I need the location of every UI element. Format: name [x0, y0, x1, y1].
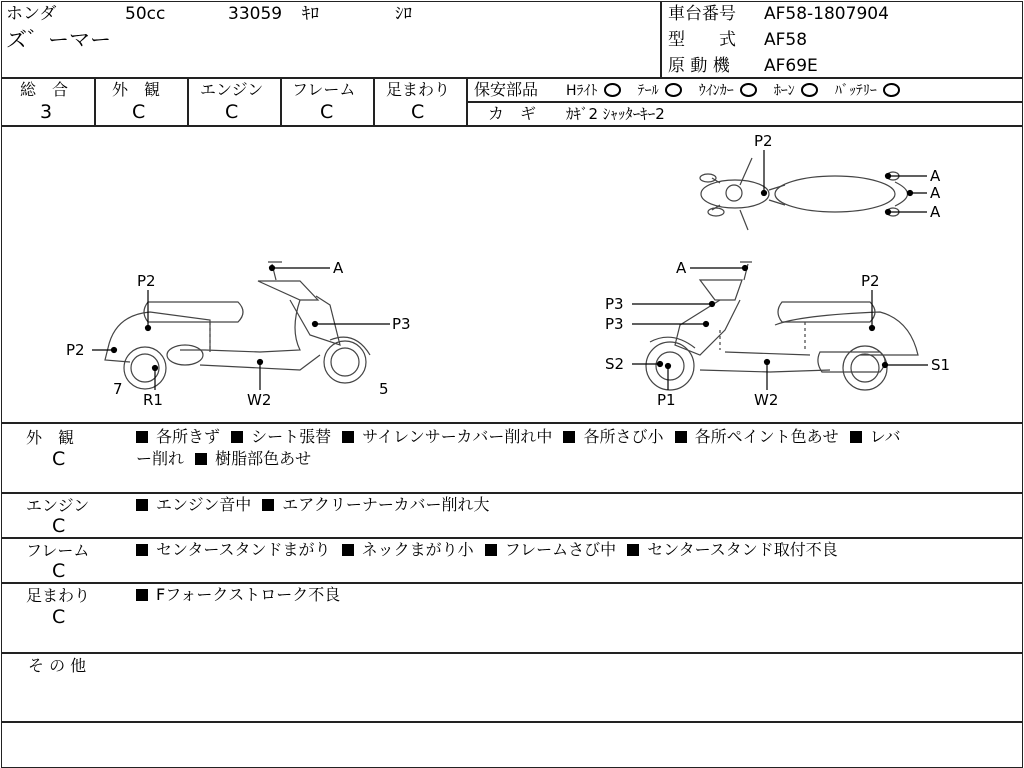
bullet-icon [342, 431, 354, 443]
label-left-a: A [333, 259, 344, 277]
displacement: 50cc [125, 4, 166, 24]
note-grade-frame: C [52, 560, 66, 582]
grade-value-suspension: C [411, 101, 425, 123]
safety-item-headlight: Hﾗｲﾄ [566, 82, 621, 100]
model-name: ズ゛ーマー [6, 28, 111, 52]
note-category-exterior: 外 観 [26, 428, 75, 447]
note-items-exterior [136, 426, 901, 448]
note-item: Fフォークストローク不良 [156, 585, 341, 604]
divider [466, 77, 468, 126]
grade-value-engine: C [225, 101, 239, 123]
bullet-icon [850, 431, 862, 443]
label-left-p3: P3 [392, 315, 411, 333]
label-left-5: 5 [379, 380, 389, 398]
type-label: 型 式 [668, 30, 736, 50]
grade-label-suspension: 足まわり [386, 80, 451, 99]
bullet-icon [262, 499, 274, 511]
label-right-p2: P2 [861, 272, 880, 290]
label-right-p1: P1 [657, 391, 676, 409]
note-items-frame [136, 539, 838, 561]
note-item: レバ [869, 427, 901, 446]
label-right-w2: W2 [754, 391, 779, 409]
frame-no-label: 車台番号 [668, 4, 736, 24]
note-item: センタースタンドまがり [156, 540, 331, 559]
color: ｼﾛ [395, 4, 412, 24]
note-item: フレームさび中 [504, 540, 617, 559]
divider [1, 721, 1022, 723]
bullet-icon [563, 431, 575, 443]
note-grade-exterior: C [52, 448, 66, 470]
label-right-s1: S1 [931, 356, 951, 374]
note-item: サイレンサーカバー削れ中 [362, 427, 553, 446]
note-item: エアクリーナーカバー削れ大 [282, 495, 490, 514]
grade-value-exterior: C [132, 101, 146, 123]
bullet-icon [485, 544, 497, 556]
grade-label-overall: 総 合 [20, 80, 69, 99]
bullet-icon [231, 431, 243, 443]
grade-value-frame: C [320, 101, 334, 123]
divider [373, 77, 375, 126]
bullet-icon [136, 589, 148, 601]
safety-item-taillight: ﾃｰﾙ [638, 82, 682, 100]
bullet-icon [627, 544, 639, 556]
bullet-icon [136, 544, 148, 556]
note-item: 各所きず [156, 427, 221, 446]
ok-circle-icon [604, 83, 621, 97]
label-left-7: 7 [113, 380, 123, 398]
note-category-suspension: 足まわり [26, 586, 91, 605]
divider [1, 422, 1022, 424]
label-right-p3-lower: P3 [605, 315, 624, 333]
grade-label-engine: エンジン [200, 80, 264, 99]
type-value: AF58 [764, 30, 808, 50]
note-item: シート張替 [251, 427, 332, 446]
ok-circle-icon [801, 83, 818, 97]
maker: ホンダ [6, 4, 57, 24]
mileage-unit: ｷﾛ [302, 4, 319, 24]
scooter-top-view [700, 158, 908, 230]
bullet-icon [136, 499, 148, 511]
safety-items [566, 81, 912, 100]
label-left-p2-rear: P2 [66, 341, 85, 359]
divider [280, 77, 282, 126]
bullet-icon [342, 544, 354, 556]
note-item: エンジン音中 [156, 495, 252, 514]
divider [187, 77, 189, 126]
ok-circle-icon [740, 83, 757, 97]
note-category-other: そ の 他 [28, 656, 87, 675]
label-top-p2: P2 [754, 132, 773, 150]
note-grade-engine: C [52, 515, 66, 537]
mileage: 33059 [228, 4, 283, 24]
key-label: カ ギ [488, 104, 537, 123]
scooter-diagram [0, 126, 1022, 422]
note-items-exterior-cont [136, 448, 311, 470]
ok-circle-icon [883, 83, 900, 97]
safety-item-horn: ﾎｰﾝ [774, 82, 818, 100]
divider [94, 77, 96, 126]
bullet-icon [136, 431, 148, 443]
divider [1, 77, 1022, 79]
note-item: 樹脂部色あせ [215, 449, 312, 468]
key-value: ｶｷﾞ2 ｼｬｯﾀｰｷｰ2 [566, 105, 665, 123]
note-items-engine [136, 494, 490, 516]
label-top-a2: A [930, 184, 941, 202]
label-top-a3: A [930, 203, 941, 221]
note-grade-suspension: C [52, 606, 66, 628]
note-item: 各所さび小 [583, 427, 664, 446]
label-right-a: A [676, 259, 687, 277]
note-category-frame: フレーム [26, 541, 90, 560]
note-item: 各所ペイント色あせ [694, 427, 839, 446]
safety-item-winker: ｳｲﾝｶｰ [699, 82, 757, 100]
frame-no: AF58-1807904 [764, 4, 889, 24]
bullet-icon [675, 431, 687, 443]
safety-label: 保安部品 [474, 80, 539, 99]
divider [1, 652, 1022, 654]
divider [660, 1, 662, 78]
note-items-suspension [136, 584, 340, 606]
safety-item-battery: ﾊﾞｯﾃﾘｰ [835, 82, 900, 100]
note-item: ー削れ [136, 449, 185, 468]
ok-circle-icon [665, 83, 682, 97]
grade-label-exterior: 外 観 [112, 80, 161, 99]
note-item: センタースタンド取付不良 [647, 540, 838, 559]
grade-value-overall: 3 [40, 101, 53, 123]
label-right-s2: S2 [605, 355, 625, 373]
bullet-icon [195, 453, 207, 465]
label-top-a1: A [930, 167, 941, 185]
divider [467, 101, 1022, 103]
grade-label-frame: フレーム [292, 80, 356, 99]
engine-value: AF69E [764, 56, 818, 76]
label-left-r1: R1 [143, 391, 163, 409]
label-left-w2: W2 [247, 391, 272, 409]
engine-label: 原 動 機 [668, 56, 730, 76]
label-left-p2-seat: P2 [137, 272, 156, 290]
note-item: ネックまがり小 [361, 540, 474, 559]
note-category-engine: エンジン [26, 496, 90, 515]
label-right-p3-upper: P3 [605, 295, 624, 313]
